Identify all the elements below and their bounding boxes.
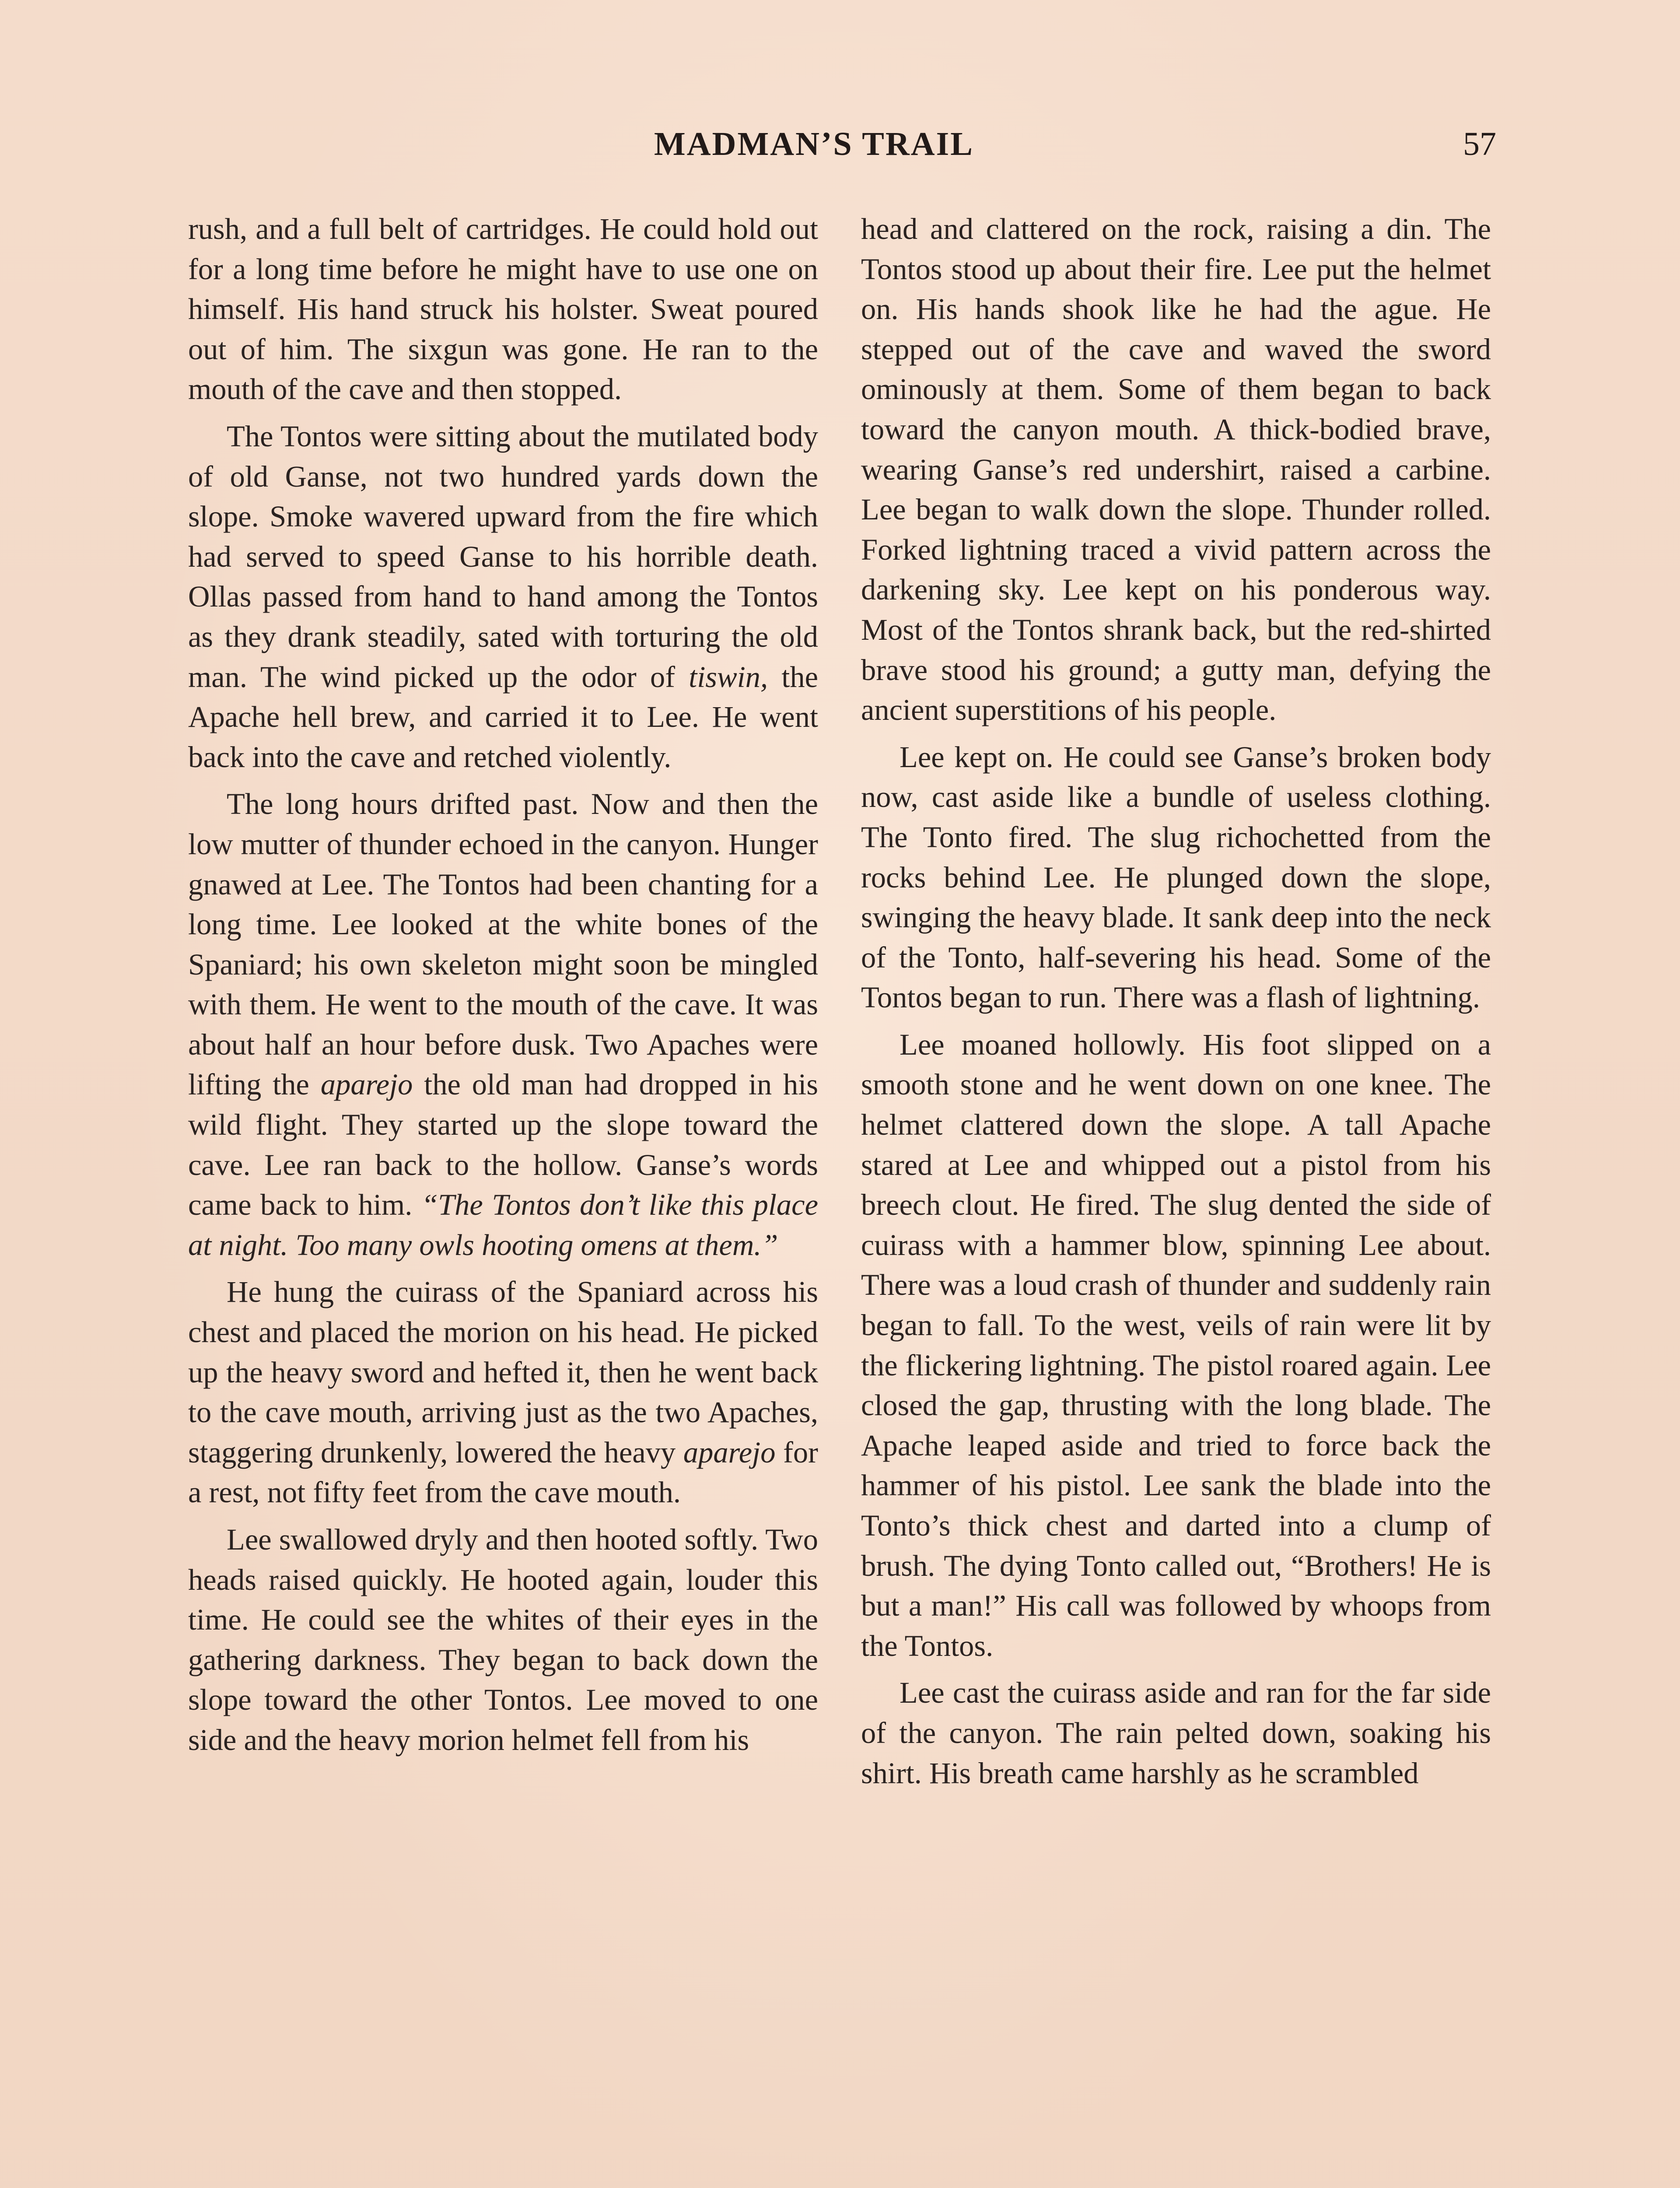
paragraph-text: He hung the cuirass of the Spaniard across his chest and placed the morion on his head. He picked up the heavy sword and hefted it, then he went back to the cave mouth, arriving just as the two Apaches, staggering drunkenly, lowered the heavy	[188, 1275, 818, 1469]
paragraph	[861, 737, 1491, 1018]
paragraph	[188, 417, 818, 777]
paragraph	[861, 1025, 1491, 1666]
italic-word: aparejo	[683, 1435, 776, 1469]
paragraph-text: The Tontos were sitting about the mutilated body of old Ganse, not two hundred yards down the slope. Smoke wavered upward from the fire which had served to speed Ganse to his horrible death. Ollas passed from hand to hand among the Tontos as they drank steadily, sated with torturing the old man. The wind picked up the odor of	[188, 419, 818, 694]
paragraph	[861, 209, 1491, 730]
paragraph-text: rush, and a full belt of cartridges. He could hold out for a long time before he might have to use one on himself. His hand struck his holster. Sweat poured out of him. The sixgun was gone. He ran to the mouth of the cave and then stopped.	[188, 212, 818, 406]
paragraph-text: head and clattered on the rock, raising a din. The Tontos stood up about their fire. Lee put the helmet on. His hands shook like he had the ague. He stepped out of the cave and waved the sword ominously at them. Some of them began to back toward the canyon mouth. A thick-bodied brave, wearing Ganse’s red undershirt, raised a carbine. Lee began to walk down the slope. Thunder rolled. Forked lightning traced a vivid pattern across the darkening sky. Lee kept on his ponderous way. Most of the Tontos shrank back, but the red-shirted brave stood his ground; a gutty man, defying the ancient superstitions of his people.	[861, 212, 1491, 727]
running-title: MADMAN’S TRAIL	[654, 126, 974, 162]
paragraph-text: the Apache hell brew, and carried it to Lee. He went back into the cave and retched violently.	[188, 660, 819, 774]
paragraph-text: the old man had dropped in his wild flight. They started up the slope toward the cave. Lee ran back to the hollow. Ganse’s words came back to him.	[188, 1068, 818, 1222]
italic-word: aparejo	[320, 1068, 413, 1101]
paragraph-text: Lee cast the cuirass aside and ran for the far side of the canyon. The rain pelted down, soaking his shirt. His breath came harshly as he scrambled	[861, 1676, 1491, 1790]
paragraph	[861, 1673, 1491, 1793]
paragraph-text: Lee kept on. He could see Ganse’s broken body now, cast aside like a bundle of useless clothing. The Tonto fired. The slug richochetted from the rocks behind Lee. He plunged down the slope, swinging the heavy blade. It sank deep into the neck of the Tonto, half-severing his head. Some of the Tontos began to run. There was a flash of lightning.	[861, 740, 1491, 1014]
page-number: 57	[1463, 126, 1496, 162]
paragraph	[188, 1520, 818, 1760]
paragraph-text: Lee swallowed dryly and then hooted softly. Two heads raised quickly. He hooted again, louder this time. He could see the whites of their eyes in the gathering darkness. They began to back down the slope toward the other Tontos. Lee moved to one side and the heavy morion helmet fell from his	[188, 1523, 818, 1757]
paragraph	[188, 209, 818, 410]
left-column	[188, 209, 818, 1760]
paragraph-text: for a rest, not fifty feet from the cave mouth.	[188, 1435, 818, 1509]
paragraph	[188, 1272, 818, 1513]
paragraph-text: The long hours drifted past. Now and then the low mutter of thunder echoed in the canyon. Hunger gnawed at Lee. The Tontos had been chanting for a long time. Lee looked at the white bones of the Spaniard; his own skeleton might soon be mingled with them. He went to the mouth of the cave. It was about half an hour before dusk. Two Apaches were lifting the	[188, 787, 818, 1101]
italic-word: tiswin,	[689, 660, 768, 694]
paragraph-text: Lee moaned hollowly. His foot slipped on a smooth stone and he went down on one knee. The helmet clattered down the slope. A tall Apache stared at Lee and whipped out a pistol from his breech clout. He fired. The slug dented the side of cuirass with a hammer blow, spinning Lee about. There was a loud crash of thunder and suddenly rain began to fall. To the west, veils of rain were lit by the flickering lightning. The pistol roared again. Lee closed the gap, thrusting with the long blade. The Apache leaped aside and tried to force back the hammer of his pistol. Lee sank the blade into the Tonto’s thick chest and darted into a clump of brush. The dying Tonto called out, “Brothers! He is but a man!” His call was followed by whoops from the Tontos.	[861, 1027, 1491, 1662]
right-column	[861, 209, 1491, 1793]
paragraph	[188, 784, 818, 1265]
italic-quote: “The Tontos don’t like this place at night. Too many owls hooting omens at them.”	[188, 1188, 818, 1262]
